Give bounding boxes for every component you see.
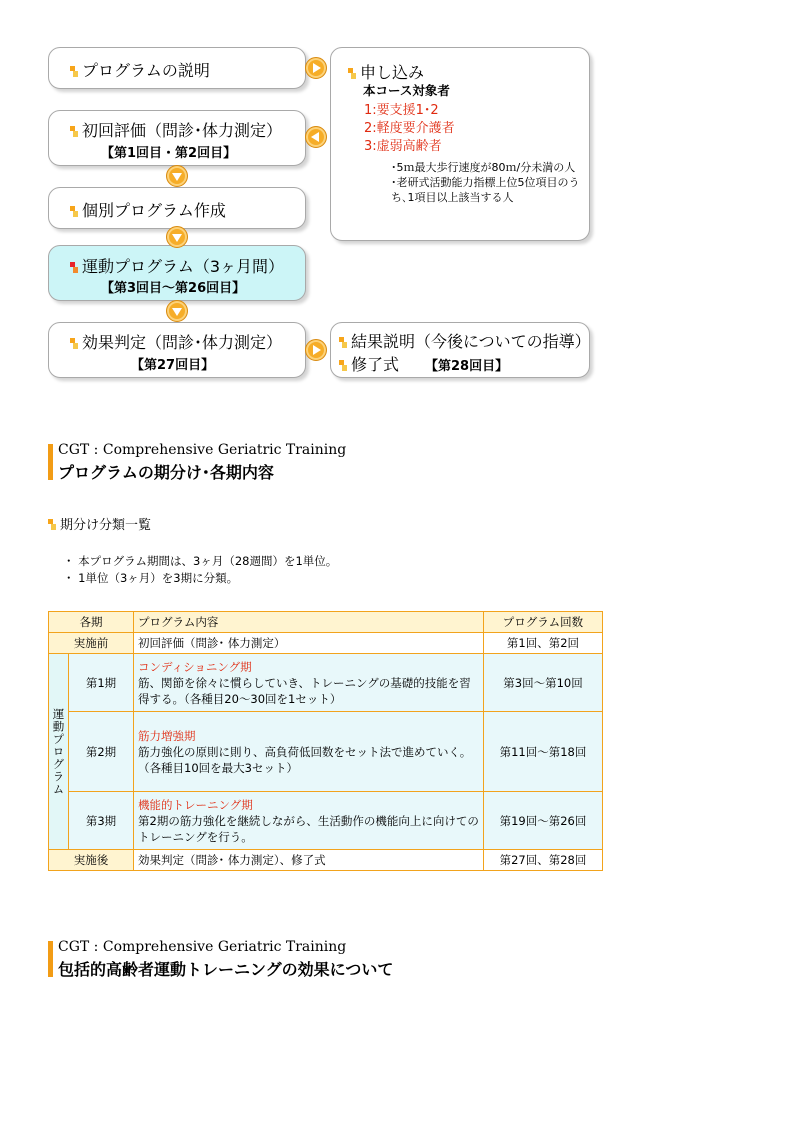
phase-2-title: 筋力増強期 (138, 728, 196, 743)
flow-exercise-program: 運動プログラム（3ヶ月間） (82, 257, 285, 276)
section2-en-title: CGT : Comprehensive Geriatric Training (58, 939, 347, 955)
header-content: プログラム内容 (134, 612, 484, 633)
subheading: 期分け分類一覧 (60, 518, 152, 533)
target-2: 2:軽度要介護者 (364, 121, 455, 136)
flow-box-effect-eval (48, 322, 306, 378)
section1-accent-bar (48, 444, 53, 480)
orange-bullet-icon (48, 519, 56, 530)
phase-1-count: 第3回～第10回 (484, 654, 603, 712)
arrow-right-icon (305, 339, 327, 361)
phase-3-desc: 第2期の筋力強化を継続しながら、生活動作の機能向上に向けてのトレーニングを行う。 (138, 813, 479, 844)
phase-2-label: 第2期 (69, 712, 134, 792)
table-row (49, 712, 603, 792)
target-label: 本コース対象者 (363, 83, 450, 98)
flow-program-explanation: プログラムの説明 (82, 61, 210, 80)
table-row (49, 654, 603, 712)
arrow-down-icon (166, 226, 188, 248)
orange-bullet-icon (339, 337, 347, 348)
flow-exercise-sessions: 【第3回目〜第26回目】 (101, 281, 246, 296)
arrow-down-icon (166, 165, 188, 187)
phase-1-label: 第1期 (69, 654, 134, 712)
row-pre-content: 初回評価（問診･ 体力測定） (134, 633, 484, 654)
phase-2-desc: 筋力強化の原則に則り、高負荷低回数をセット法で進めていく。（各種目10回を最大3セット） (138, 744, 472, 775)
red-bullet-icon (70, 262, 78, 273)
flow-box-program-explanation (48, 47, 306, 89)
orange-bullet-icon (70, 66, 78, 77)
flow-box-initial-eval (48, 110, 306, 166)
phase-1-desc: 筋、関節を徐々に慣らしていき、トレーニングの基礎的技能を習得する。（各種目20～30回を1セット） (138, 675, 471, 706)
flow-box-result (330, 322, 590, 378)
row-pre-label: 実施前 (49, 633, 134, 654)
section2-accent-bar (48, 941, 53, 977)
phase-1-title: コンディショニング期 (138, 659, 252, 674)
table-row (49, 633, 603, 654)
flow-individual-program: 個別プログラム作成 (82, 201, 226, 220)
flow-effect-sessions: 【第27回目】 (131, 358, 215, 373)
arrow-down-icon (166, 300, 188, 322)
row-pre-count: 第1回、第2回 (484, 633, 603, 654)
phase-2-count: 第11回～第18回 (484, 712, 603, 792)
target-note-2: ･老研式活動能力指標上位5位項目のうち､1項目以上該当する人 (391, 176, 580, 204)
bullet-2: ・ 1単位（3ヶ月）を3期に分類。 (63, 571, 239, 585)
header-phase: 各期 (49, 612, 134, 633)
orange-bullet-icon (70, 206, 78, 217)
orange-bullet-icon (70, 126, 78, 137)
flow-initial-eval: 初回評価（問診･体力測定） (82, 121, 283, 140)
section2-jp-title: 包括的高齢者運動トレーニングの効果について (58, 960, 394, 979)
phase-3-count: 第19回～第26回 (484, 792, 603, 850)
flow-box-exercise-program (48, 245, 306, 301)
arrow-left-icon (305, 126, 327, 148)
flow-box-individual-program (48, 187, 306, 229)
graduation-session: 【第28回目】 (425, 359, 509, 374)
section1-en-title: CGT : Comprehensive Geriatric Training (58, 442, 347, 458)
row-post-content: 効果判定（問診･ 体力測定）、修了式 (134, 850, 484, 871)
flow-initial-eval-sessions: 【第1回目・第2回目】 (101, 146, 237, 161)
target-note-1: ･5ｍ最大歩行速度が80ｍ/分未満の人 (391, 161, 576, 174)
result-explanation: 結果説明（今後についての指導） (351, 332, 591, 351)
table-header-row (49, 612, 603, 633)
phase-3-label: 第3期 (69, 792, 134, 850)
group-label: 運動プログラム (51, 707, 66, 796)
application-title: 申し込み (360, 63, 425, 82)
bullet-1: ・ 本プログラム期間は、3ヶ月（28週間）を1単位。 (63, 554, 338, 568)
phase-table (48, 611, 603, 871)
row-post-label: 実施後 (49, 850, 134, 871)
flow-box-application (330, 47, 590, 241)
orange-bullet-icon (70, 338, 78, 349)
row-post-count: 第27回、第28回 (484, 850, 603, 871)
orange-bullet-icon (348, 68, 356, 79)
flow-effect-eval: 効果判定（問診･体力測定） (82, 333, 283, 352)
graduation: 修了式 (351, 355, 400, 374)
section1-jp-title: プログラムの期分け･各期内容 (58, 463, 274, 482)
table-row (49, 792, 603, 850)
target-3: 3:虚弱高齢者 (364, 139, 442, 154)
arrow-right-icon (305, 57, 327, 79)
table-row (49, 850, 603, 871)
phase-3-title: 機能的トレーニング期 (138, 797, 253, 812)
target-1: 1:要支援1･2 (364, 103, 439, 118)
header-count: プログラム回数 (484, 612, 603, 633)
orange-bullet-icon (339, 360, 347, 371)
